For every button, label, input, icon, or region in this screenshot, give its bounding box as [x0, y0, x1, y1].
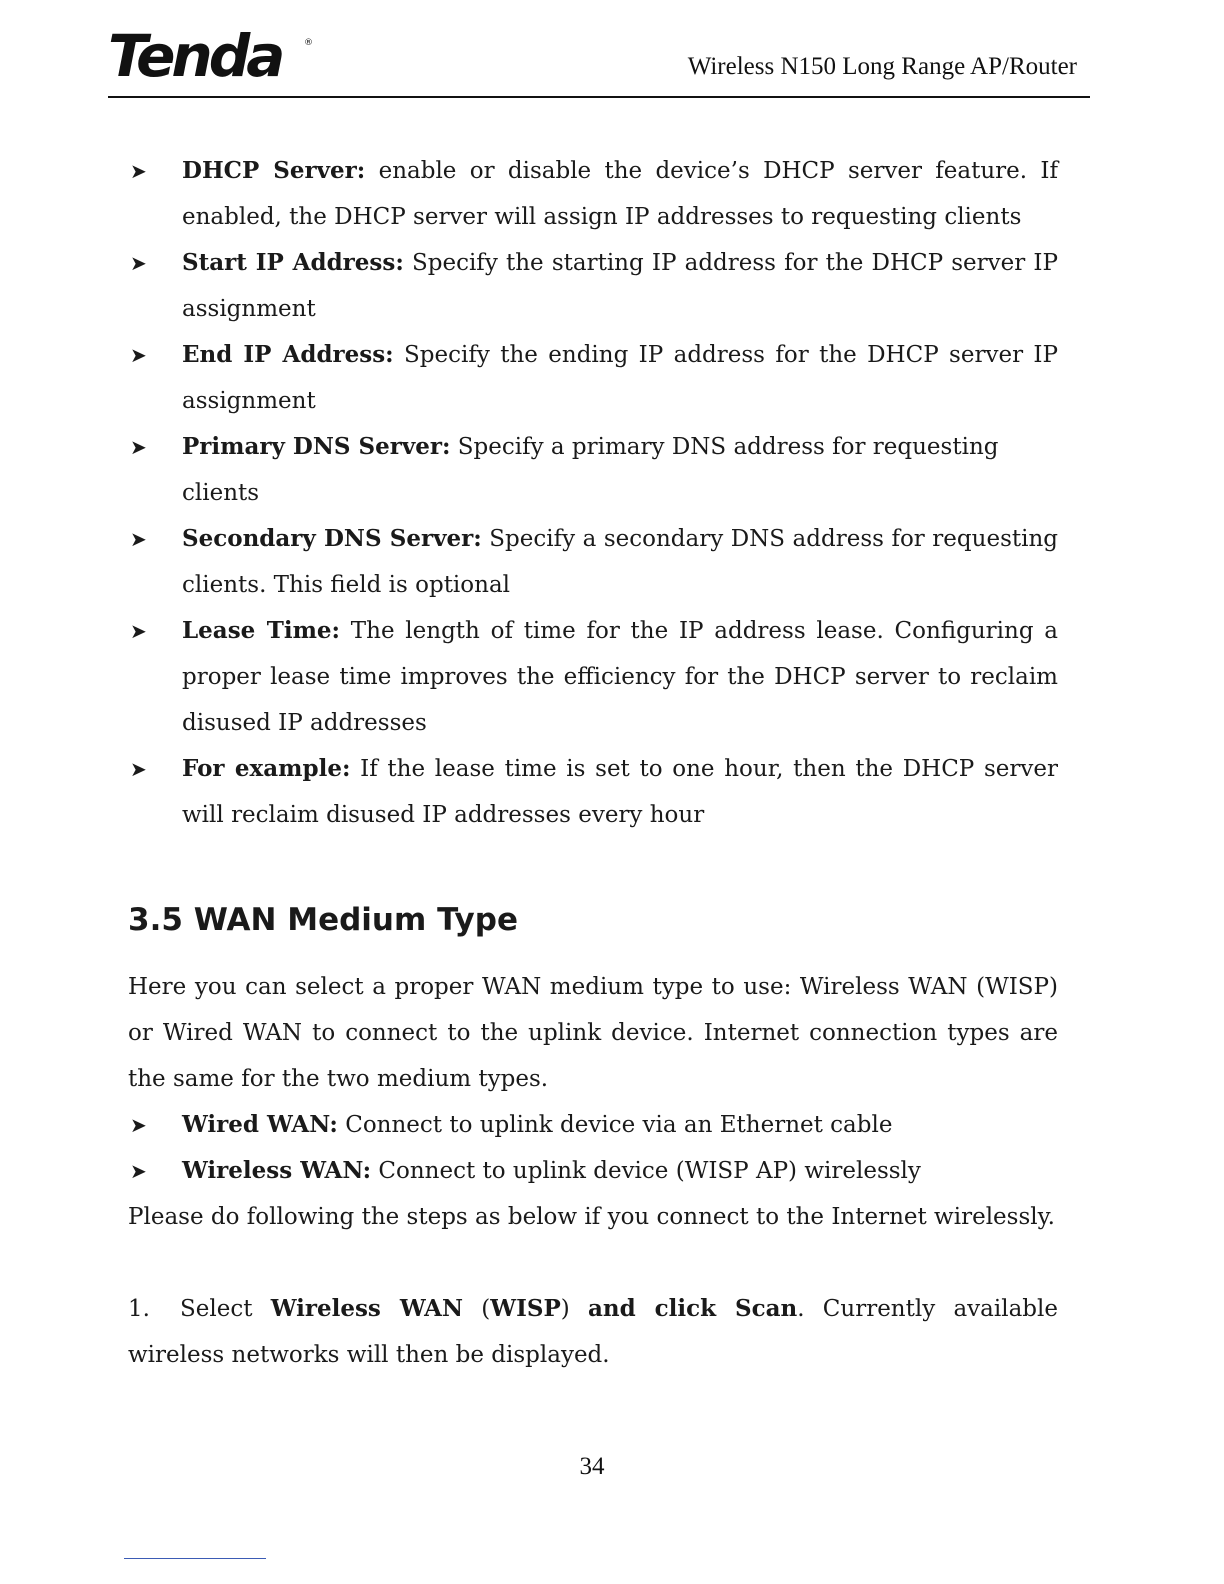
bullet-dhcp-server — [128, 148, 1058, 240]
term-label: End IP Address: — [182, 341, 394, 368]
step-prefix: Select — [180, 1296, 271, 1322]
term-label: Wireless WAN: — [182, 1157, 372, 1184]
arrow-bullet-icon: ➤ — [130, 1159, 147, 1183]
arrow-bullet-icon: ➤ — [130, 251, 147, 275]
step-number: 1. — [128, 1296, 150, 1322]
term-description: The length of time for the IP address lease. Configuring a proper lease time improves the efficiency for the DHCP server to reclaim disused IP addresses — [182, 618, 1058, 736]
footnote-divider — [124, 1558, 266, 1559]
document-title: Wireless N150 Long Range AP/Router — [687, 53, 1077, 80]
page-header — [108, 24, 1090, 98]
term-label: Secondary DNS Server: — [182, 525, 482, 552]
term-description: Specify the ending IP address for the DHCP server IP assignment — [182, 342, 1058, 414]
bullet-lease-time — [128, 608, 1058, 746]
section-intro: Here you can select a proper WAN medium type to use: Wireless WAN (WISP) or Wired WAN to connect to the uplink device. Internet connection types are the same for the two medium types. — [128, 974, 1058, 1092]
bullet-secondary-dns — [128, 516, 1058, 608]
term-description: Specify a primary DNS address for requesting clients — [182, 434, 999, 506]
arrow-bullet-icon: ➤ — [130, 435, 147, 459]
term-description: Specify a secondary DNS address for requesting clients. This field is optional — [182, 526, 1059, 598]
page-content — [128, 148, 1058, 1401]
arrow-bullet-icon: ➤ — [130, 527, 147, 551]
bullet-primary-dns — [128, 424, 1058, 516]
page-number: 34 — [579, 1453, 605, 1480]
term-description: Connect to uplink device via an Ethernet cable — [337, 1112, 893, 1138]
term-label: DHCP Server: — [182, 157, 366, 184]
term-label: Wired WAN: — [182, 1111, 338, 1138]
arrow-bullet-icon: ➤ — [130, 159, 147, 183]
section-note: Please do following the steps as below if you connect to the Internet wirelessly. — [128, 1204, 1055, 1230]
arrow-bullet-icon: ➤ — [130, 619, 147, 643]
bullet-wireless-wan — [128, 1148, 1058, 1194]
step-bold-wisp: WISP — [490, 1295, 561, 1322]
bullet-end-ip — [128, 332, 1058, 424]
registered-mark: ® — [304, 38, 313, 48]
step-rest: . Currently available wireless networks will then be displayed. — [128, 1296, 1058, 1368]
step-1 — [128, 1286, 1058, 1378]
arrow-bullet-icon: ➤ — [130, 1113, 147, 1137]
bullet-start-ip — [128, 240, 1058, 332]
term-description: If the lease time is set to one hour, then the DHCP server will reclaim disused IP addresses every hour — [182, 756, 1058, 828]
bullet-for-example — [128, 746, 1058, 838]
bullet-wired-wan — [128, 1102, 1058, 1148]
step-paren-close: ) — [560, 1296, 588, 1322]
term-label: Start IP Address: — [182, 249, 404, 276]
term-description: Specify the starting IP address for the DHCP server IP assignment — [182, 250, 1058, 322]
term-label: Lease Time: — [182, 617, 341, 644]
tenda-logo: Tenda — [108, 22, 282, 90]
section-heading: 3.5 WAN Medium Type — [128, 902, 518, 938]
term-description: enable or disable the device’s DHCP server feature. If enabled, the DHCP server will assign IP addresses to requesting clients — [182, 158, 1058, 230]
arrow-bullet-icon: ➤ — [130, 757, 147, 781]
arrow-bullet-icon: ➤ — [130, 343, 147, 367]
term-description: Connect to uplink device (WISP AP) wirelessly — [371, 1158, 921, 1184]
step-bold-click-scan: and click Scan — [588, 1295, 798, 1322]
term-label: For example: — [182, 755, 351, 782]
step-paren-open: ( — [463, 1296, 491, 1322]
term-label: Primary DNS Server: — [182, 433, 451, 460]
step-bold-wireless-wan: Wireless WAN — [270, 1295, 464, 1322]
